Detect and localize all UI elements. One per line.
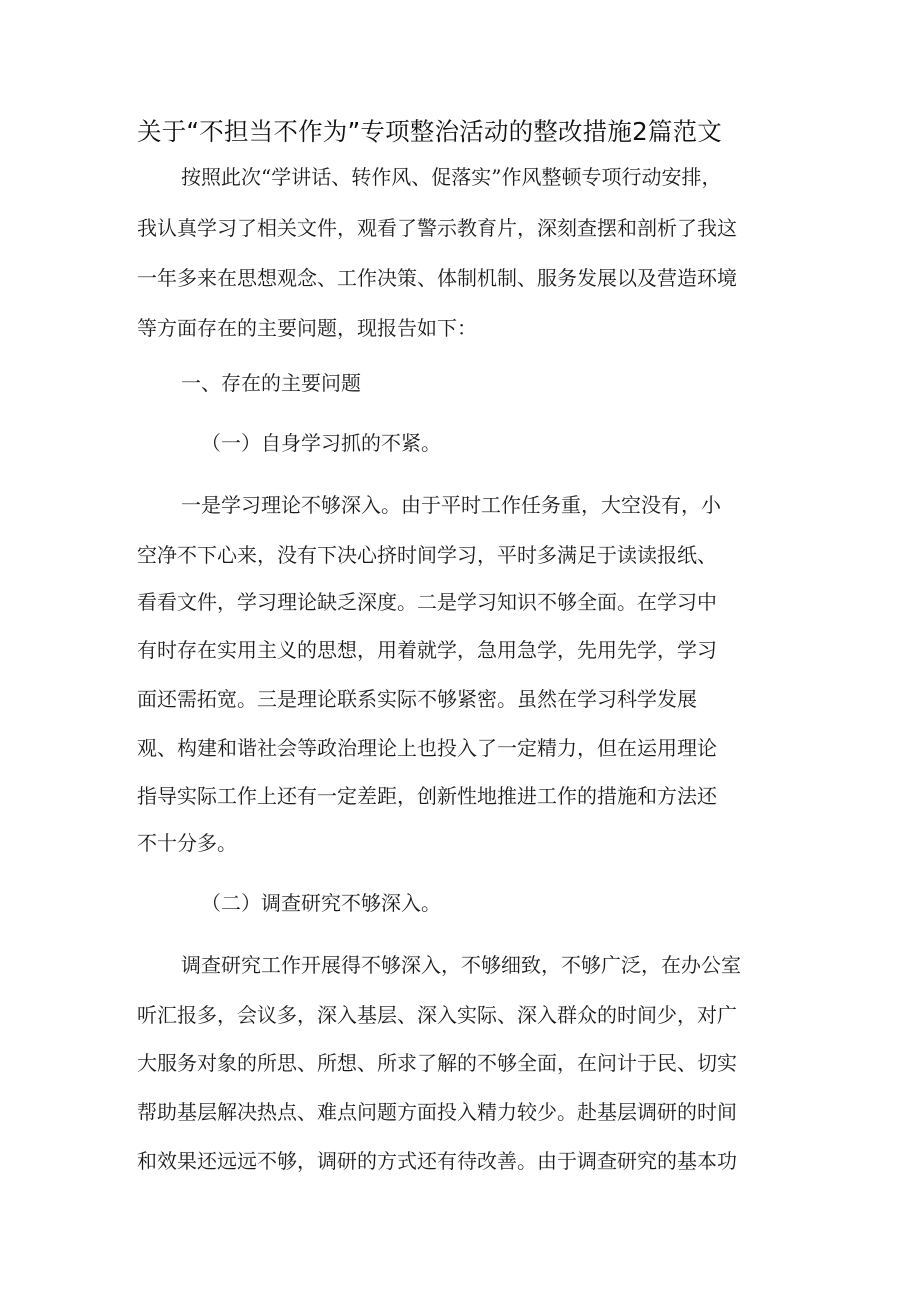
paragraph-line: 等方面存在的主要问题，现报告如下：: [137, 316, 477, 340]
paragraph-line: 听汇报多，会议多，深入基层、深入实际、深入群众的时间少，对广: [137, 1003, 737, 1027]
section-heading: 一、存在的主要问题: [181, 371, 361, 395]
subsection-heading: （二）调查研究不够深入。: [201, 891, 441, 915]
paragraph-line: 观、构建和谐社会等政治理论上也投入了一定精力，但在运用理论: [137, 736, 717, 760]
paragraph-line: 不十分多。: [137, 831, 237, 855]
document-title: 关于“不担当不作为”专项整治活动的整改措施2篇范文: [137, 117, 722, 146]
paragraph-line: 一是学习理论不够深入。由于平时工作任务重，大空没有，小: [181, 493, 721, 517]
paragraph-line: 面还需拓宽。三是理论联系实际不够紧密。虽然在学习科学发展: [137, 687, 697, 711]
paragraph-line: 有时存在实用主义的思想，用着就学，急用急学，先用先学，学习: [137, 638, 717, 662]
paragraph-line: 我认真学习了相关文件，观看了警示教育片，深刻查摆和剖析了我这: [137, 216, 737, 240]
paragraph-line: 一年多来在思想观念、工作决策、体制机制、服务发展以及营造环境: [137, 266, 737, 290]
paragraph-line: 指导实际工作上还有一定差距，创新性地推进工作的措施和方法还: [137, 784, 717, 808]
paragraph-line: 调查研究工作开展得不够深入，不够细致，不够广泛，在办公室: [181, 953, 741, 977]
paragraph-line: 帮助基层解决热点、难点问题方面投入精力较少。赴基层调研的时间: [137, 1100, 737, 1124]
subsection-heading: （一）自身学习抓的不紧。: [201, 431, 441, 455]
paragraph-line: 大服务对象的所思、所想、所求了解的不够全面，在问计于民、切实: [137, 1051, 737, 1075]
paragraph-line: 按照此次“学讲话、转作风、促落实”作风整顿专项行动安排，: [181, 165, 722, 189]
paragraph-line: 和效果还远远不够，调研的方式还有待改善。由于调查研究的基本功: [137, 1149, 737, 1173]
paragraph-line: 看看文件，学习理论缺乏深度。二是学习知识不够全面。在学习中: [137, 590, 717, 614]
paragraph-line: 空净不下心来，没有下决心挤时间学习，平时多满足于读读报纸、: [137, 543, 717, 567]
